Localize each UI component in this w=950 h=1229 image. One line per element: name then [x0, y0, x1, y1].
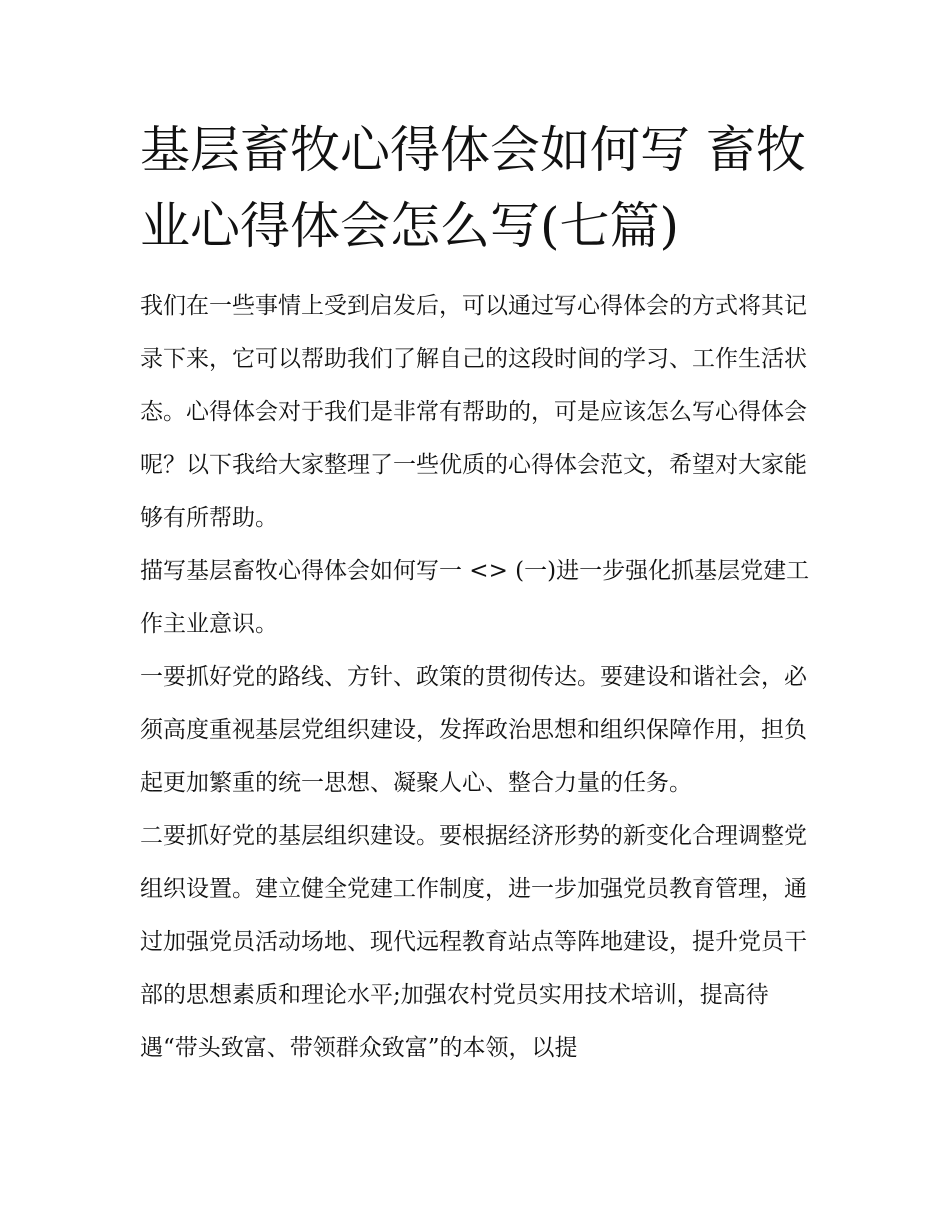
paragraph-point-two: 二要抓好党的基层组织建设。要根据经济形势的新变化合理调整党组织设置。建立健全党建工作制度，进一步加强党员教育管理，通过加强党员活动场地、现代远程教育站点等阵地建设，提升党员干部的思想素质和理论水平;加强农村党员实用技术培训，提高待遇“带头致富、带领群众致富”的本领，以提 [140, 823, 807, 1061]
document-title: 基层畜牧心得体会如何写 畜牧业心得体会怎么写(七篇) [140, 121, 806, 255]
paragraph-intro: 我们在一些事情上受到启发后，可以通过写心得体会的方式将其记录下来，它可以帮助我们了解自己的这段时间的学习、工作生活状态。心得体会对于我们是非常有帮助的，可是应该怎么写心得体会呢？以下我给大家整理了一些优质的心得体会范文，希望对大家能够有所帮助。 [140, 293, 807, 531]
document-body [140, 280, 820, 1075]
paragraph-section-one-heading: 描写基层畜牧心得体会如何写一 <> (一)进一步强化抓基层党建工作主业意识。 [140, 558, 810, 637]
paragraph-point-one: 一要抓好党的路线、方针、政策的贯彻传达。要建设和谐社会，必须高度重视基层党组织建设，发挥政治思想和组织保障作用，担负起更加繁重的统一思想、凝聚人心、整合力量的任务。 [140, 664, 807, 796]
